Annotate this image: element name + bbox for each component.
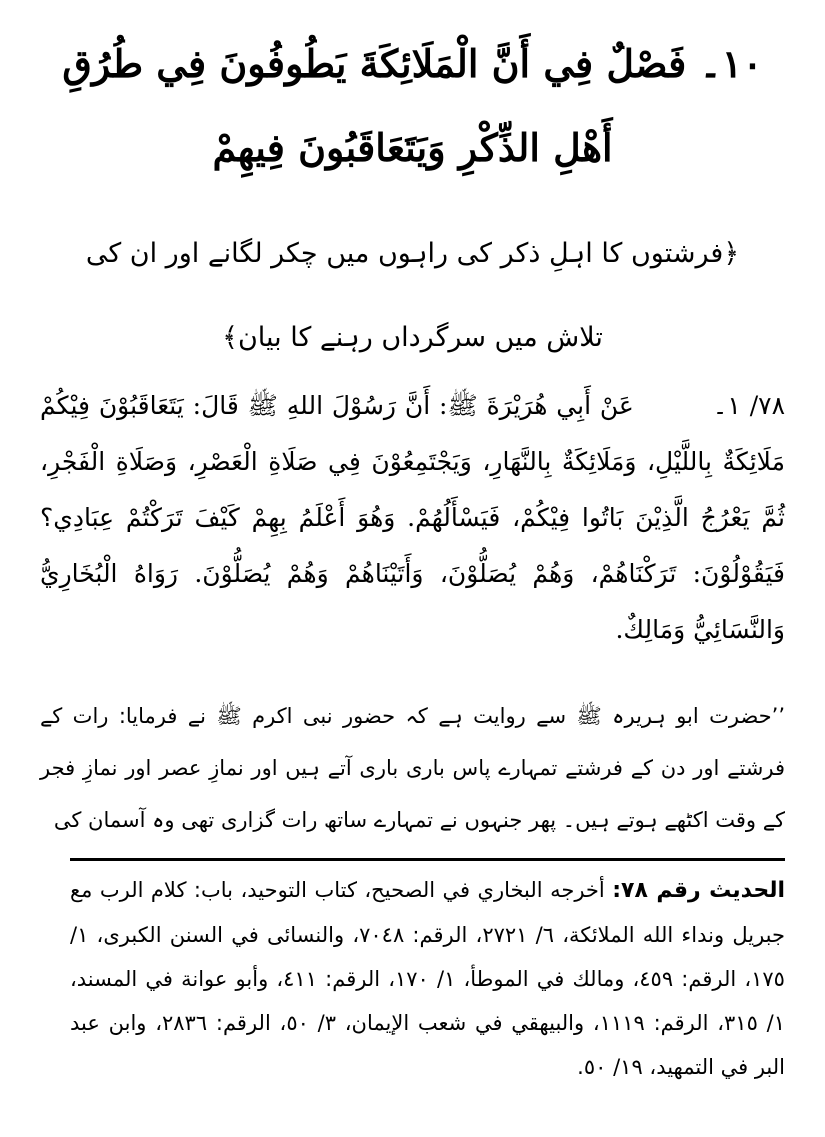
urdu-translation: ’’حضرت ابو ہریرہ ﷺ سے روایت ہے کہ حضور نبی اکرم ﷺ نے فرمایا: رات کے فرشتے اور دن کے فرشتے تمہارے پاس باری باری آتے ہیں اور نمازِ عصر اور نمازِ فجر کے وقت اکٹھے ہوتے ہیں۔ پھر جنہوں نے تمہارے ساتھ رات گزاری تھی وہ آسمان کی — [40, 704, 785, 832]
hadith-number: ٧٨/ ١۔ — [712, 391, 786, 420]
footnote-divider — [70, 858, 785, 861]
footnote — [70, 868, 785, 1089]
footnote-label: الحديث رقم ٧٨: — [612, 878, 785, 903]
footnote-text: أخرجه البخاري في الصحيح، كتاب التوحيد، باب: كلام الرب مع جبريل ونداء الله الملائكة، ٦/ ٢٧٢١، الرقم: ٧٠٤٨، والنسائی في السنن الكبرى، ١/ ١٧٥، الرقم: ٤٥٩، ومالك في الموطأ، ١/ ١٧٠، الرقم: ٤١١، وأبو عوانة في المسند، ١/ ٣١٥، الرقم: ١١١٩، والبيهقي في شعب الإيمان، ٣/ ٥٠، الرقم: ٢٨٣٦، وابن عبد البر في التمهيد، ١٩/ ٥٠. — [70, 878, 785, 1079]
urdu-section-heading: ﴿فرشتوں کا اہلِ ذکر کی راہوں میں چکر لگانے اور ان کی تلاش میں سرگرداں رہنے کا بیان﴾ — [85, 238, 740, 353]
hadith-body: عَنْ أَبِي هُرَيْرَةَ ﷺ: أَنَّ رَسُوْلَ اللهِ ﷺ قَالَ: يَتَعَاقَبُوْنَ فِيْكُمْ مَلَائِكَةٌ بِاللَّيْلِ، وَمَلَائِكَةٌ بِالنَّهَارِ، وَيَجْتَمِعُوْنَ فِي صَلَاةِ الْعَصْرِ، وَصَلَاةِ الْفَجْرِ، ثُمَّ يَعْرُجُ الَّذِيْنَ بَاتُوا فِيْكُمْ، فَيَسْأَلُهُمْ. وَهُوَ أَعْلَمُ بِهِمْ كَيْفَ تَرَكْتُمْ عِبَادِي؟ فَيَقُوْلُوْنَ: تَرَكْنَاهُمْ، وَهُمْ يُصَلُّوْنَ، وَأَتَيْنَاهُمْ وَهُمْ يُصَلُّوْنَ. رَوَاهُ الْبُخَارِيُّ وَالنَّسَائِيُّ وَمَالِكٌ. — [40, 391, 785, 644]
chapter-title: ١٠۔ فَصْلٌ فِي أَنَّ الْمَلَائِكَةَ يَطُوفُونَ فِي طُرُقِ أَهْلِ الذِّكْرِ وَيَتَعَاقَبُونَ فِيهِمْ — [62, 41, 763, 170]
hadith-arabic-text — [40, 378, 785, 658]
